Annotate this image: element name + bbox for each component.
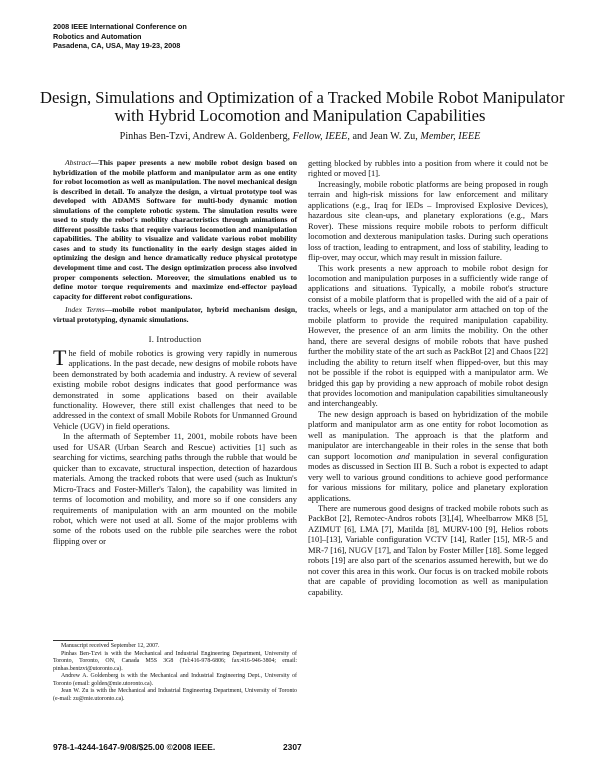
conference-location: Pasadena, CA, USA, May 19-23, 2008 [53,41,181,51]
page-number: 2307 [283,742,302,752]
abstract [53,158,297,301]
index-terms-text: —mobile robot manipulator, hybrid mechanism design, virtual prototyping, dynamic simulations. [53,305,298,324]
author-grade: Member, IEEE [420,131,481,142]
footnote: Pinhas Ben-Tzvi is with the Mechanical and Industrial Engineering Department, University of Toronto, Toronto, ON, Canada M5S 3G8 (Tel:416-978-6806; fax:416-946-3804; email: pinhas.bentzvi@utoronto.ca). [53,650,297,672]
body-paragraph: This work presents a new approach to mobile robot design for locomotion and manipulation purposes in a sufficiently wide range of applications and situations. Typically, a mobile robot's structure consist of a mobile platform that is propelled with the aid of a pair of tracks, wheels or legs, and a manipulator arm attached on top of the mobile platform to provide the required manipulation capability. However, the presence of an arm limits the mobility. On the other hand, there are several designs of mobile robots that have pushed further the mobility state of the art such as PackBot [2] and Chaos [22] including the ability to return itself when flipped-over, but this may not be possible if the robot is equipped with a manipulator arm. We bridged this gap by providing a new approach of mobile robot design that provides locomotion and manipulation capabilities simultaneously and interchangeably. [308,262,548,409]
left-column [53,158,297,546]
body-paragraph: getting blocked by rubbles into a position from where it could not be righted or moved [1]. [308,158,548,179]
title-line: Design, Simulations and Optimization of a Tracked Mobile Robot Manipulator [40,88,565,107]
conference-header [53,22,187,51]
footnote: Jean W. Zu is with the Mechanical and Industrial Engineering Department, University of Toronto (e-mail: zu@mie.utoronto.ca). [53,688,297,702]
body-paragraph: There are numerous good designs of tracked mobile robots such as PackBot [2], Remotec-Andros robots [3],[4], Wheelbarrow MK8 [5], AZIMUT [6], LMA [7], Matilda [8], MURV-100 [9], Helios robots [10]–[13], Variable configuration VCTV [14], Ratler [15], MR-5 and MR-7 [16], NUGV [17], and Talon by Foster Miller [18]. Some legged robots [19] are also part of the scenarios assumed herewith, but we do not cover this area in this work. Our focus is on tracked mobile robots that are capable of providing locomotion as well as manipulation capability. [308,502,548,597]
intro-paragraph: In the aftermath of September 11, 2001, mobile robots have been used for USAR (Urban Search and Rescue) activities [1] such as searching for victims, searching paths through the rubble that would be quicker than to excavate, structural inspection, detection of hazardous materials. Among the tracked robots that were used (such as Inuktun's Micro-Tracs and Foster-Miller's Talon), the capability was limited in terms of locomotion and mobility, and more so if one considers any requirements of manipulation with an arm mounted on the mobile robot, which were not used at all. Some of the major problems with some of the robots used on the rubble pile searches were the robot flipping over or [53,431,297,546]
body-paragraph [308,409,548,503]
isbn-footer: 978-1-4244-1647-9/08/$25.00 ©2008 IEEE. [53,742,216,752]
index-terms [53,305,297,324]
abstract-text: —This paper presents a new mobile robot design based on hybridization of the mobile platform and manipulator arm as one entity for robot locomotion as well as manipulation. The novel mechanical design is described in detail. To analyze the design, a virtual prototype tool was developed with ADAMS Software for multi-body dynamic motion simulations of the complete robotic system. The simulation results were used to study the robot's mobility characteristics through animations of different possible tasks that require various locomotion and manipulation capabilities. The ability to visualize and validate various robot mobility cases and to study its functionality in the early design stages aided in optimizing the design and hence dramatically reduce physical prototype development time and cost. The design optimization process also involved proper components selection. Moreover, the simulations enabled us to define motor torque requirements and maximize end-effector payload capacity for different robot configurations. [53,158,297,301]
footnotes [53,636,297,703]
conference-line: Robotics and Automation [53,31,142,41]
emphasis-text: and [396,450,410,461]
footnote: Andrew A. Goldenberg is with the Mechanical and Industrial Engineering Dept., University of Toronto (email: golden@mie.utoronto.ca). [53,673,297,687]
body-text: The new design approach is based on hybridization of the mobile platform and manipulator arm as one entity for robot locomotion as well as manipulation. The approach is that the platform and manipulator are interchangeable in their roles in the sense that both can support locomotion [308,408,548,461]
paper-title [40,88,565,125]
right-column [308,158,548,597]
footnote-divider [53,640,113,641]
intro-paragraph-text: he field of mobile robotics is growing very rapidly in numerous applications. In the past decade, new designs of mobile robots have been demonstrated by both academia and industry. A review of several existing mobile robot designs indicates that good performance was demonstrated in some applications based on their available functionality. However, there still exist challenges that need to be addressed in the context of small Mobile Robots for Unmanned Ground Vehicle (UGV) in field operations. [53,347,297,431]
body-text: manipulation in several configuration modes as discussed in Section III B. Such a robot is expected to adapt very well to various ground conditions to achieve good performance for various missions for military, police and planetary exploration applications. [308,450,548,503]
author-grade: Fellow, IEEE [292,131,348,142]
conference-line: 2008 IEEE International Conference on [53,22,187,31]
author-names: Pinhas Ben-Tzvi, Andrew A. Goldenberg, [119,131,293,142]
title-line: with Hybrid Locomotion and Manipulation Capabilities [114,106,486,125]
body-paragraph: Increasingly, mobile robotic platforms are being proposed in rough terrain and high-risk missions for law enforcement and military applications (e.g., Iraq for IEDs – Improvised Explosive Devices), hazardous site clean-ups, and planetary explorations (e.g., Mars Rover). These missions require mobile robots to perform difficult locomotion and dexterous manipulation tasks. During such operations loss of traction, leading to entrapment, and loss of stability, leading to flip-over, may occur, which may result in mission failure. [308,178,548,263]
section-heading: I. Introduction [148,334,202,345]
drop-cap: T [53,344,67,370]
abstract-label: Abstract [65,158,91,167]
index-terms-label: Index Terms [65,305,105,315]
author-list [40,131,560,142]
footnote: Manuscript received September 12, 2007. [61,643,160,649]
intro-paragraph [53,344,297,432]
author-names: , and Jean W. Zu, [347,131,421,142]
